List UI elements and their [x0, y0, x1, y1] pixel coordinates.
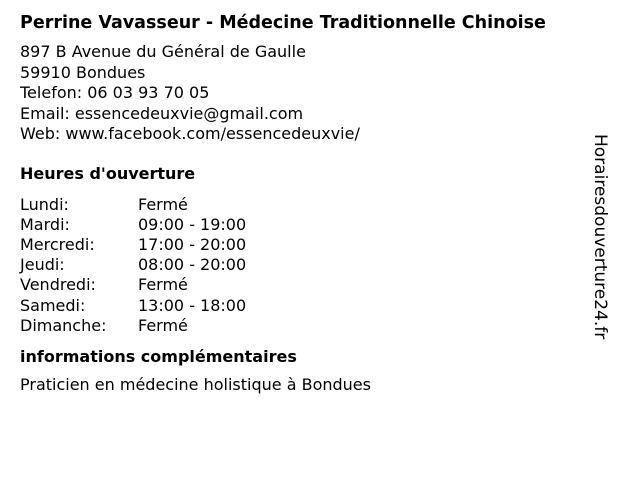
hours-row [20, 215, 610, 235]
hours-row [20, 235, 610, 255]
hours-day: Vendredi: [20, 275, 96, 295]
info-heading: informations complémentaires [20, 346, 297, 366]
hours-heading: Heures d'ouverture [20, 163, 196, 183]
address-street: 897 B Avenue du Général de Gaulle [20, 42, 306, 61]
hours-row [20, 275, 610, 295]
page-title: Perrine Vavasseur - Médecine Traditionnelle Chinoise [20, 13, 546, 33]
hours-time: 09:00 - 19:00 [138, 214, 247, 234]
phone-line: Telefon: 06 03 93 70 05 [20, 83, 210, 102]
hours-row [20, 316, 610, 336]
business-card [20, 10, 610, 395]
address-city: 59910 Bondues [20, 62, 146, 82]
hours-time: 08:00 - 20:00 [138, 255, 247, 275]
hours-row [20, 255, 610, 275]
hours-row [20, 195, 610, 215]
web-line: Web: www.facebook.com/essencedeuxvie/ [20, 124, 360, 143]
hours-time: Fermé [138, 194, 188, 214]
hours-row [20, 296, 610, 316]
hours-day: Mercredi: [20, 234, 95, 254]
hours-time: 17:00 - 20:00 [138, 234, 247, 254]
hours-table [20, 195, 610, 336]
site-watermark: Horairesdouverture24.fr [590, 134, 610, 340]
hours-time: Fermé [138, 315, 188, 335]
email-line: Email: essencedeuxvie@gmail.com [20, 103, 304, 123]
hours-day: Jeudi: [20, 255, 65, 275]
hours-time: Fermé [138, 275, 188, 295]
hours-time: 13:00 - 18:00 [138, 295, 247, 315]
info-text: Praticien en médecine holistique à Bondues [20, 374, 371, 394]
contact-block [20, 42, 610, 145]
hours-day: Samedi: [20, 295, 86, 315]
hours-day: Lundi: [20, 194, 69, 214]
hours-day: Dimanche: [20, 315, 107, 335]
hours-day: Mardi: [20, 214, 70, 234]
